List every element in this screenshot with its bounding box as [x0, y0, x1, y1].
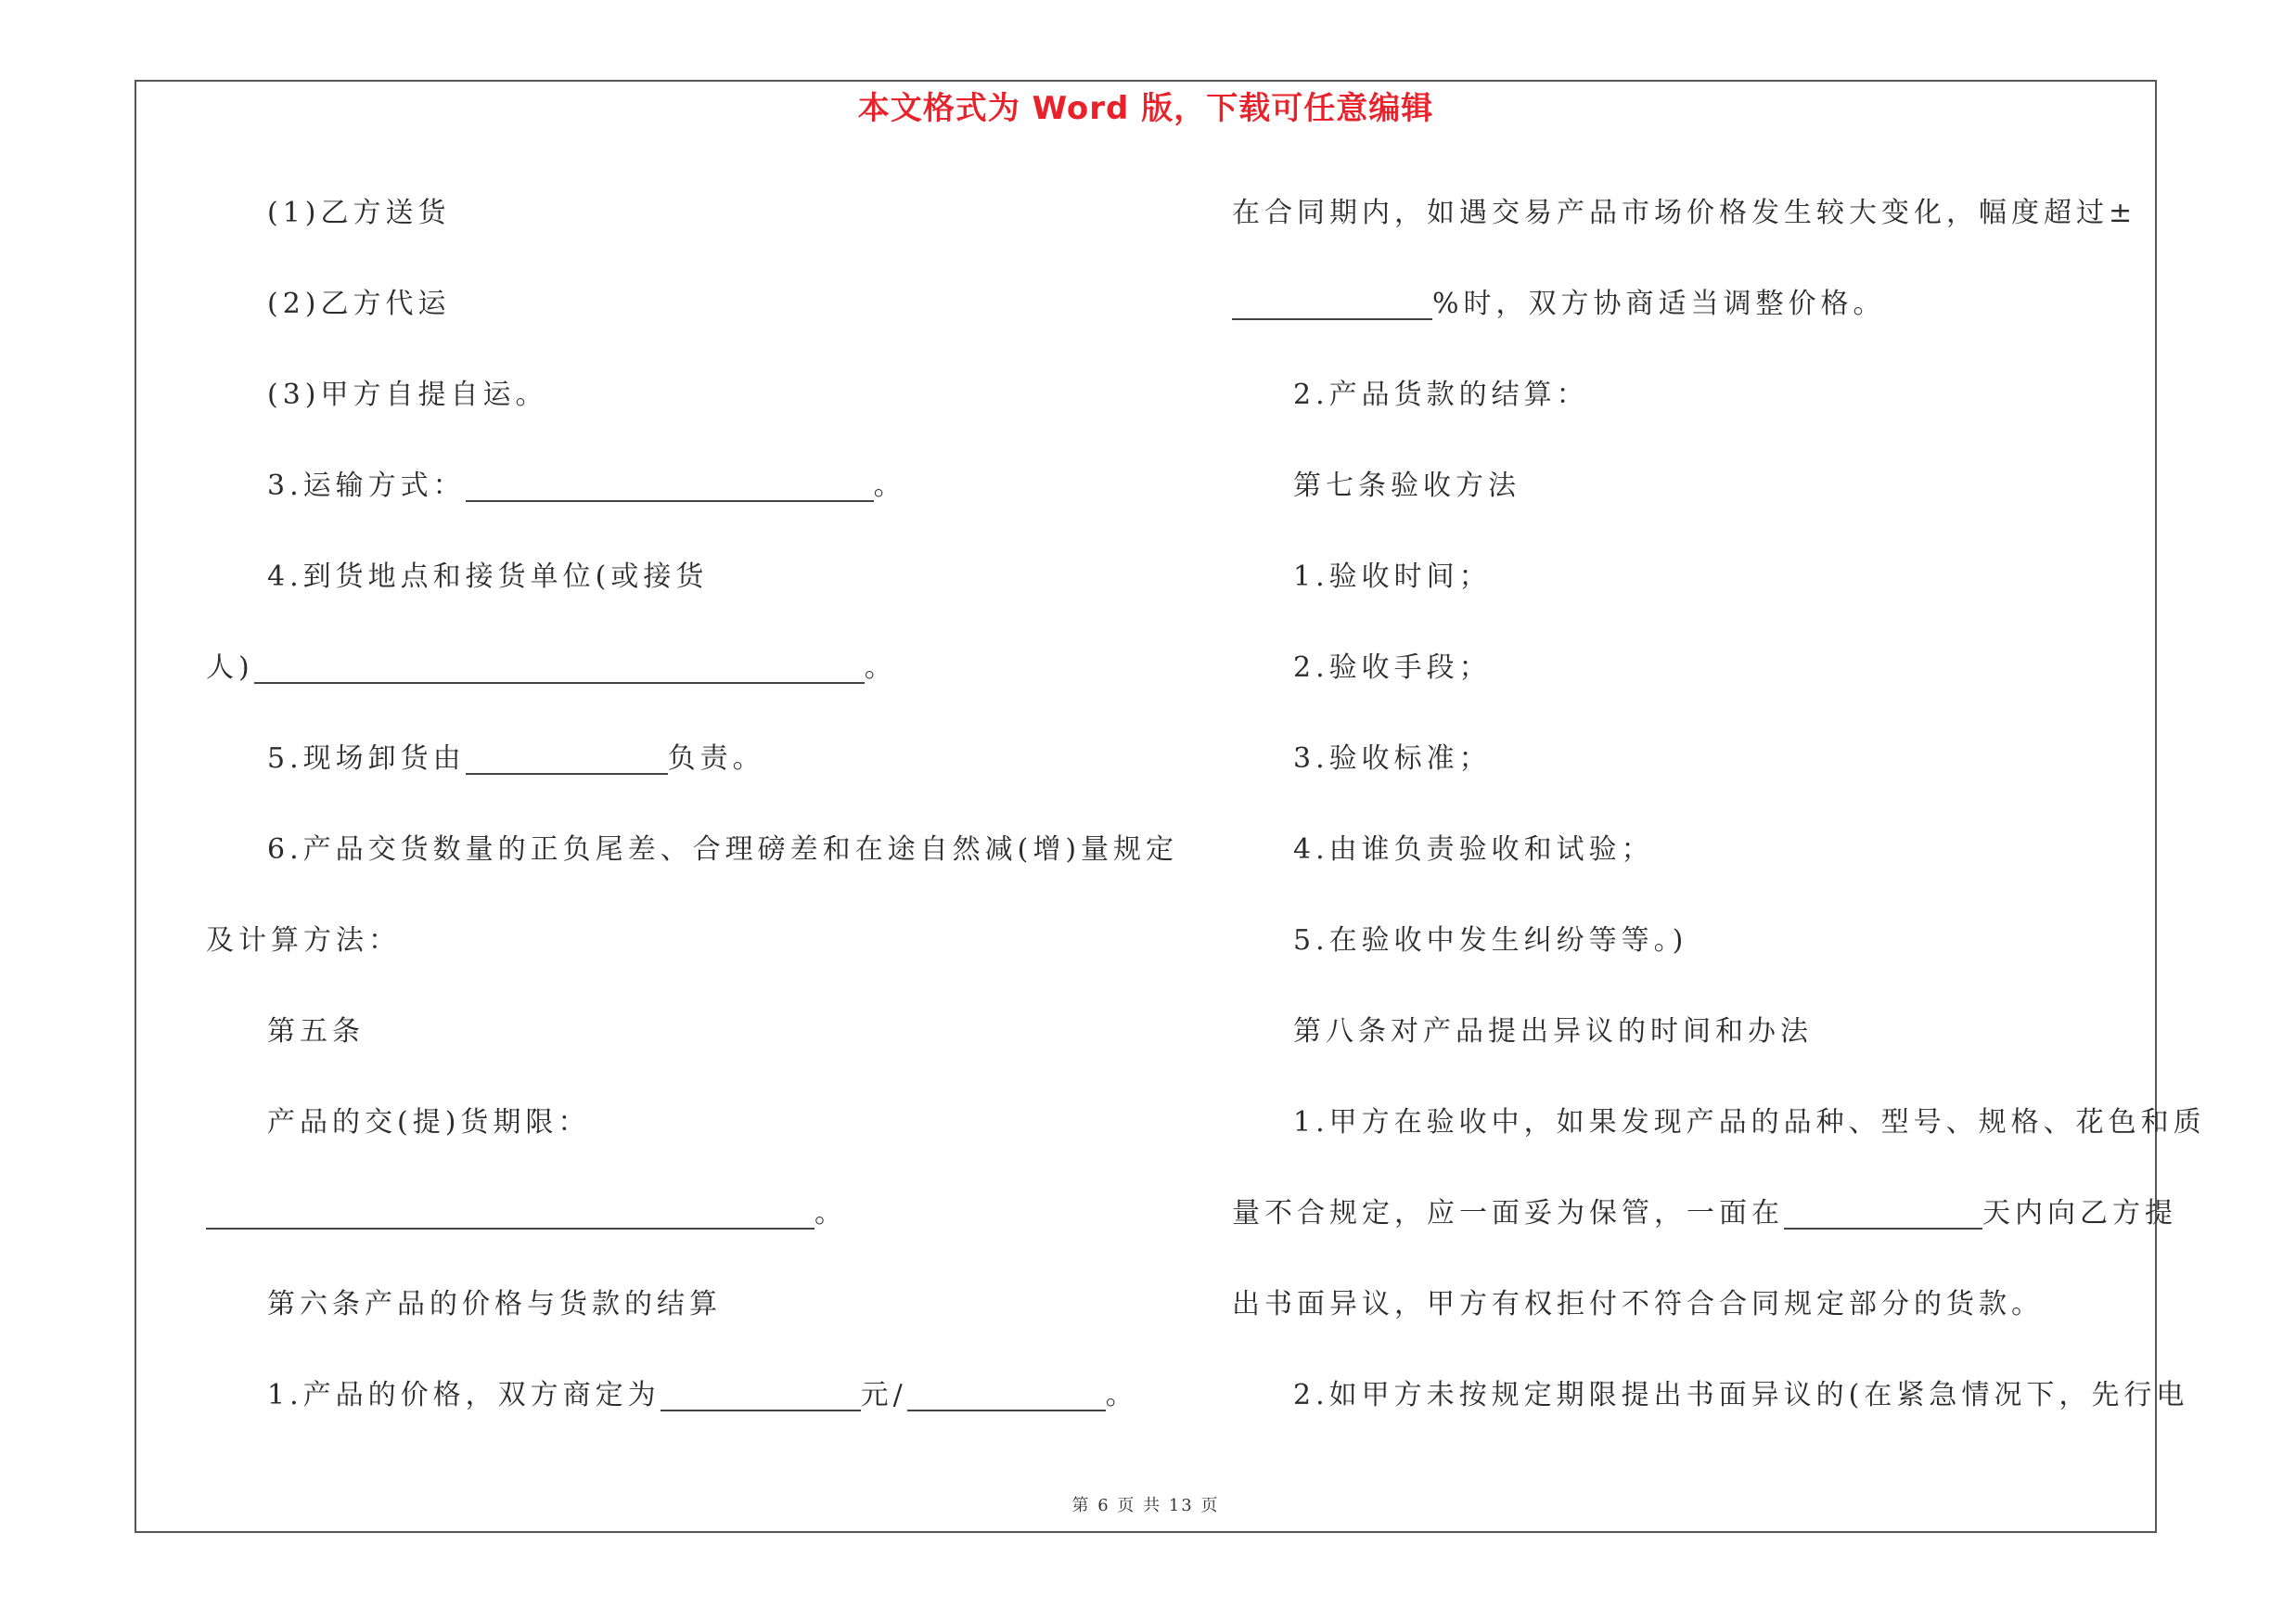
inspection-responsibility-text: 4.由谁负责验收和试验；: [1293, 833, 1654, 866]
paragraph: [206, 458, 1143, 549]
price-adjustment-suffix: %时，双方协商适当调整价格。: [1432, 288, 1886, 320]
paragraph: [1232, 277, 2150, 367]
quantity-tolerance-text: 6.产品交货数量的正负尾差、合理磅差和在途自然减(增)量规定: [267, 833, 1179, 866]
paragraph: [206, 277, 1143, 367]
right-column: [1232, 186, 2206, 1459]
arrival-location-label: 4.到货地点和接货单位(或接货: [267, 560, 709, 593]
objection-clause-1-continued: 量不合规定，应一面妥为保管，一面在: [1232, 1197, 1784, 1230]
payment-settlement-label: 2.产品货款的结算：: [1293, 379, 1589, 411]
paragraph: [206, 1277, 1143, 1368]
paragraph: [1232, 458, 2150, 549]
delivery-option-2: (2)乙方代运: [267, 288, 451, 320]
inspection-time-text: 1.验收时间；: [1293, 560, 1492, 593]
article-5-heading: 第五条: [267, 1015, 365, 1048]
product-price-label: 1.产品的价格，双方商定为: [267, 1379, 661, 1411]
page-number-footer: 第 6 页 共 13 页: [1071, 1496, 1220, 1515]
paragraph: [206, 640, 1143, 731]
paragraph: [1232, 731, 2150, 822]
paragraph: [1232, 549, 2150, 640]
transport-method-label: 3.运输方式：: [267, 470, 466, 502]
blank-field: [661, 1372, 861, 1411]
paragraph: [206, 822, 1179, 913]
inspection-means-text: 2.验收手段；: [1293, 651, 1492, 684]
paragraph: [206, 1186, 1143, 1277]
paragraph: [1232, 367, 2150, 458]
paragraph: [1232, 822, 2150, 913]
delivery-deadline-label: 产品的交(提)货期限：: [267, 1106, 591, 1139]
punctuation: 。: [873, 470, 906, 502]
price-unit-text: 元/: [860, 1379, 907, 1411]
calculation-method-text: 及计算方法：: [206, 924, 401, 957]
paragraph: [1232, 1368, 2189, 1459]
article-8-heading: 第八条对产品提出异议的时间和办法: [1293, 1015, 1813, 1048]
blank-field: [1784, 1191, 1982, 1230]
inspection-standard-text: 3.验收标准；: [1293, 742, 1492, 775]
paragraph: [1232, 913, 2150, 1004]
inspection-dispute-text: 5.在验收中发生纠纷等等。): [1293, 924, 1688, 957]
punctuation: 。: [1105, 1379, 1138, 1411]
objection-clause-1-end: 出书面异议，甲方有权拒付不符合合同规定部分的货款。: [1232, 1288, 2044, 1320]
price-adjustment-text: 在合同期内，如遇交易产品市场价格发生较大变化，幅度超过±: [1232, 197, 2137, 229]
objection-clause-2-text: 2.如甲方未按规定期限提出书面异议的(在紧急情况下，先行电: [1293, 1379, 2189, 1411]
blank-field: [1232, 281, 1432, 320]
blank-field: [466, 463, 874, 502]
paragraph: [206, 1095, 1143, 1186]
paragraph: [206, 186, 1143, 277]
paragraph: [206, 1004, 1143, 1095]
unloading-label: 5.现场卸货由: [267, 742, 466, 775]
blank-field: [254, 645, 865, 684]
paragraph: [1232, 186, 2150, 277]
blank-field: [206, 1191, 815, 1230]
blank-field: [466, 736, 668, 775]
punctuation: 。: [815, 1197, 847, 1230]
left-column: [206, 186, 1179, 1459]
paragraph: [1232, 1004, 2150, 1095]
objection-clause-1-text: 1.甲方在验收中，如果发现产品的品种、型号、规格、花色和质: [1293, 1106, 2206, 1139]
paragraph: [206, 1368, 1143, 1459]
paragraph: [1232, 640, 2150, 731]
paragraph: [206, 731, 1143, 822]
unloading-suffix: 负责。: [667, 742, 765, 775]
paragraph: [206, 913, 1143, 1004]
paragraph: [1232, 1277, 2150, 1368]
objection-days-suffix: 天内向乙方提: [1982, 1197, 2177, 1230]
paragraph: [206, 549, 1143, 640]
article-7-heading: 第七条验收方法: [1293, 470, 1520, 502]
delivery-option-3: (3)甲方自提自运。: [267, 379, 548, 411]
word-format-banner: 本文格式为 Word 版，下载可任意编辑: [857, 90, 1434, 127]
blank-field: [907, 1372, 1106, 1411]
paragraph: [1232, 1186, 2177, 1277]
paragraph: [1232, 1095, 2206, 1186]
receiver-label: 人): [206, 651, 254, 684]
article-6-heading: 第六条产品的价格与货款的结算: [267, 1288, 722, 1320]
punctuation: 。: [864, 651, 897, 684]
paragraph: [206, 367, 1143, 458]
delivery-option-1: (1)乙方送货: [267, 197, 451, 229]
